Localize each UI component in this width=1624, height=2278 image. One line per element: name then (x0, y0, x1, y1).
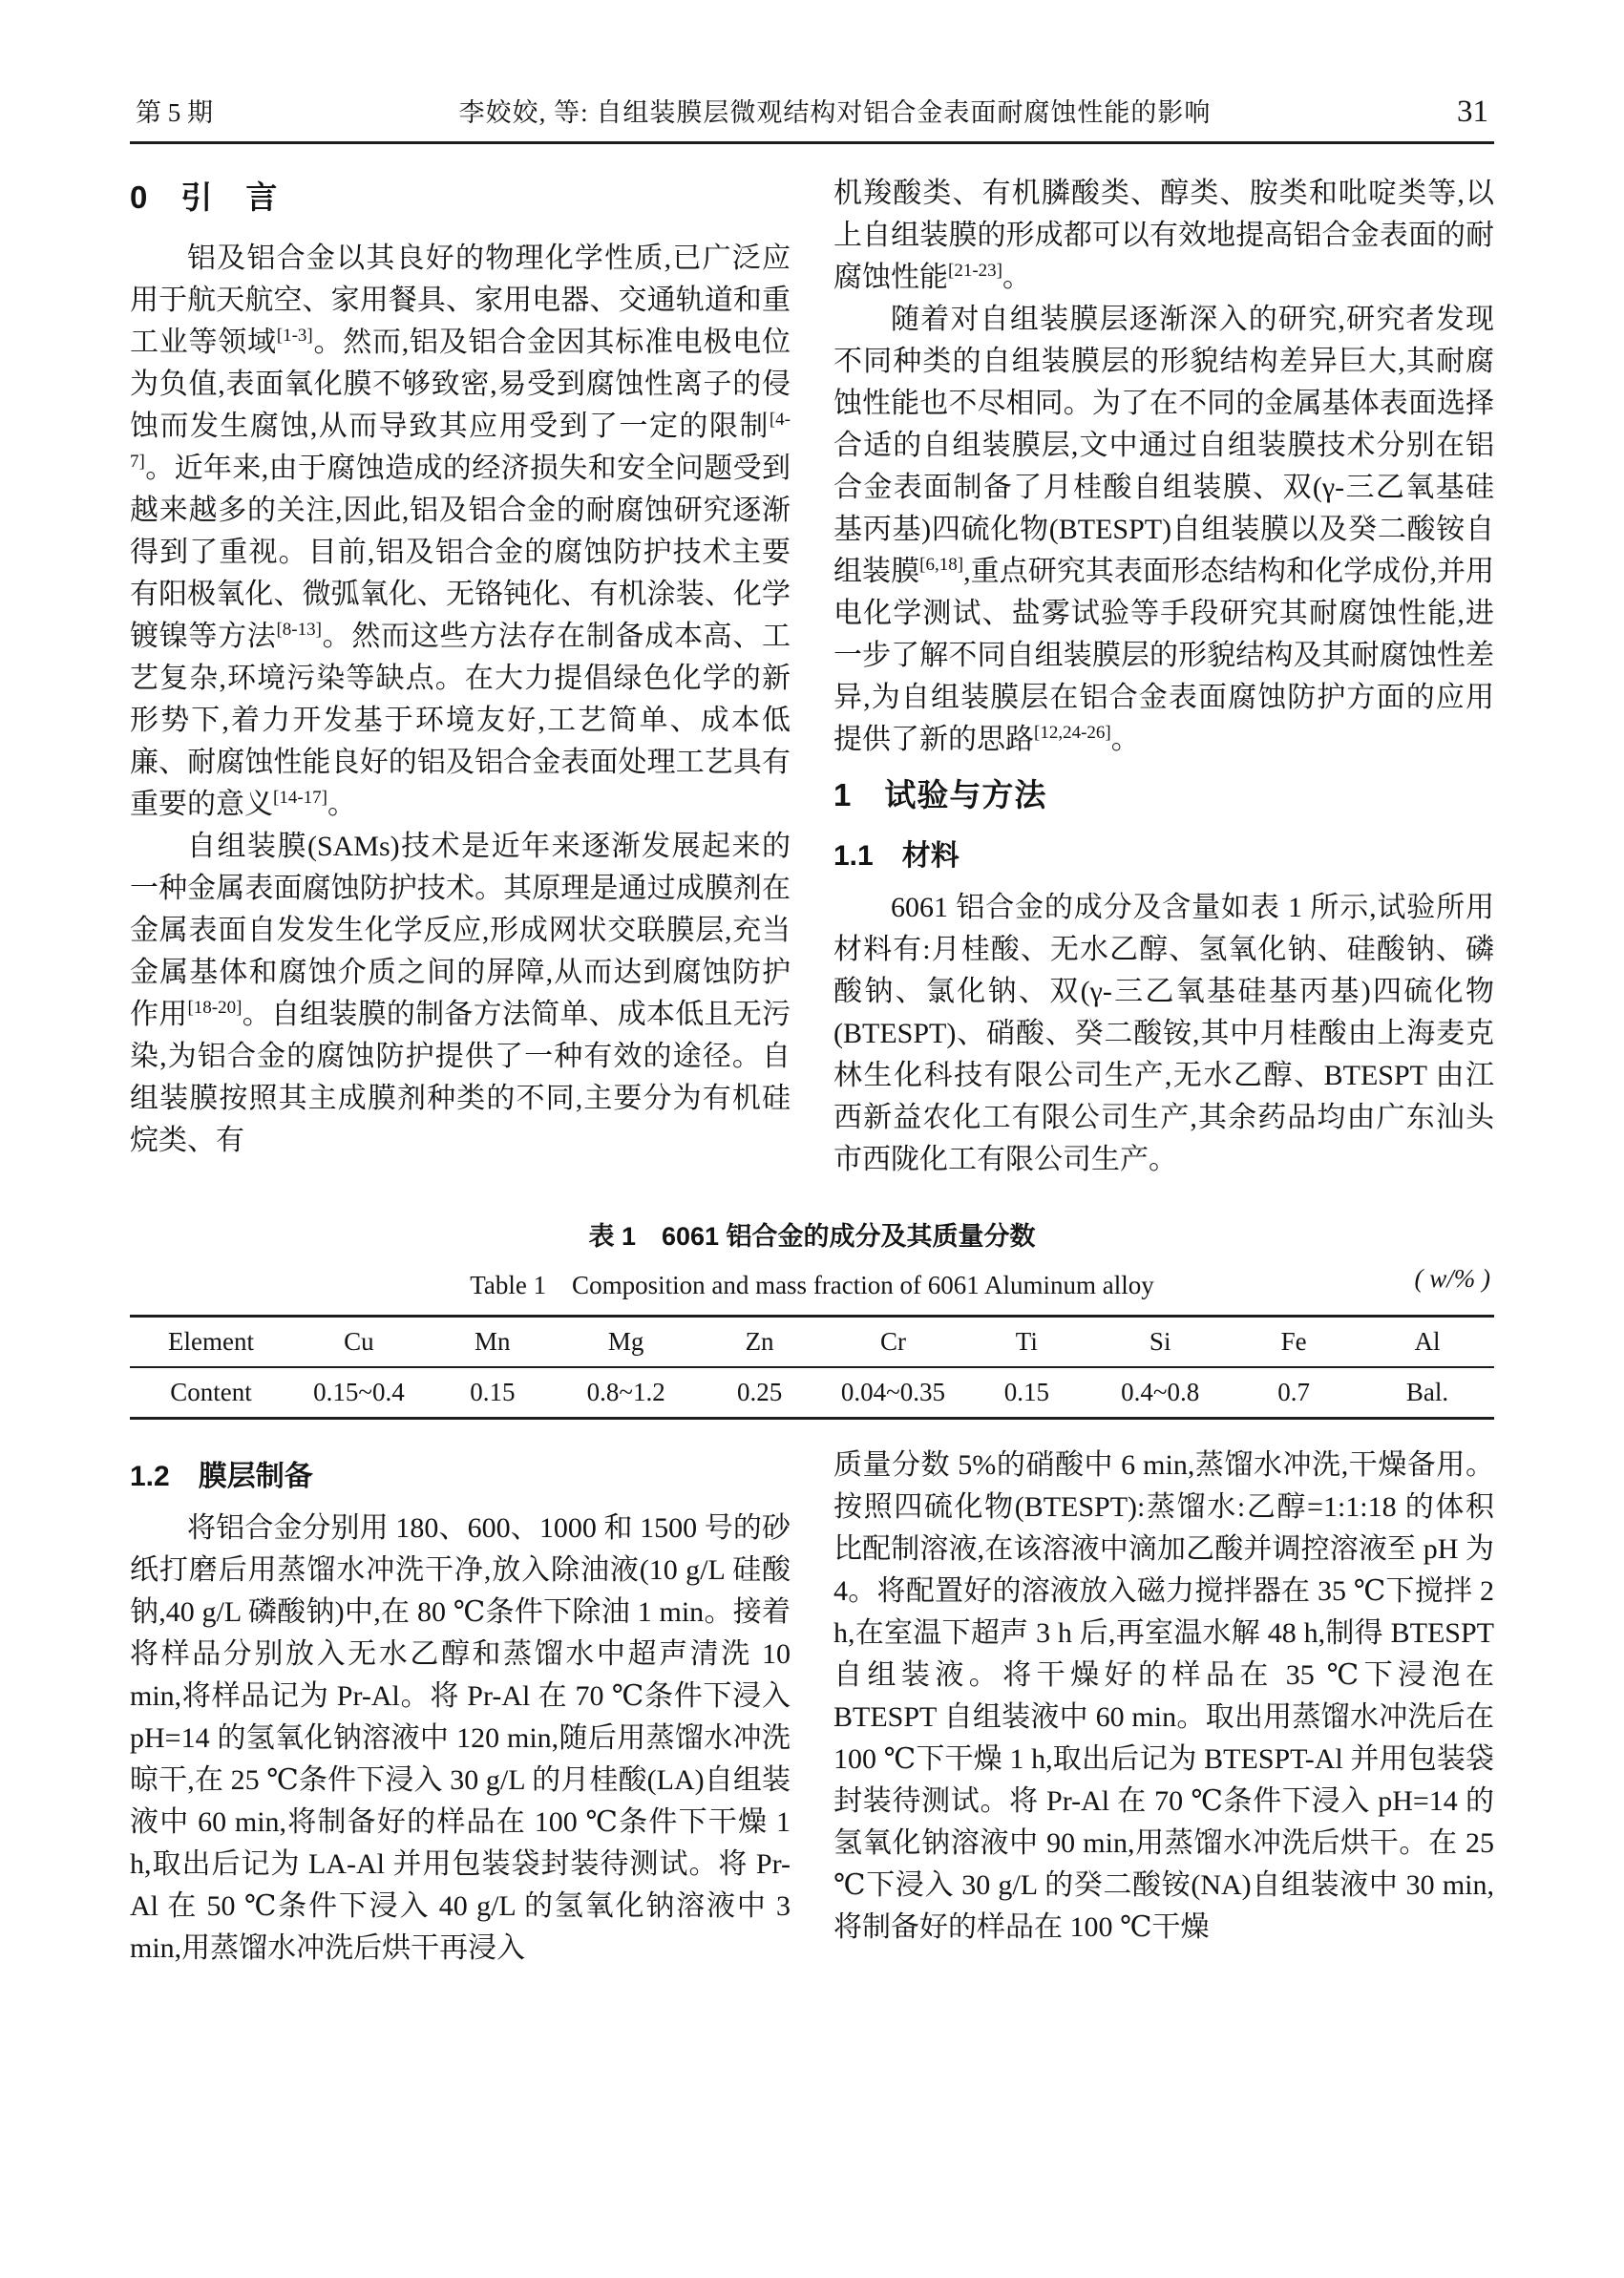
table-cell: Cr (879, 1327, 906, 1356)
intro-paragraph-1: 铝及铝合金以其良好的物理化学性质,已广泛应用于航天航空、家用餐具、家用电器、交通轨道和重工业等领域[1-3]。然而,铝及铝合金因其标准电极电位为负值,表面氧化膜不够致密,易受到腐蚀性离子的侵蚀而发生腐蚀,从而导致其应用受到了一定的限制[4-7]。近年来,由于腐蚀造成的经济损失和安全问题受到越来越多的关注,因此,铝及铝合金的耐腐蚀研究逐渐得到了重视。目前,铝及铝合金的腐蚀防护技术主要有阳极氧化、微弧氧化、无铬钝化、有机涂装、化学镀镍等方法[8-13]。然而这些方法存在制备成本高、工艺复杂,环境污染等缺点。在大力提倡绿色化学的新形势下,着力开发基于环境友好,工艺简单、成本低廉、耐腐蚀性能良好的铝及铝合金表面处理工艺具有重要的意义[14-17]。 (130, 243, 791, 820)
materials-paragraph: 6061 铝合金的成分及含量如表 1 所示,试验所用材料有:月桂酸、无水乙醇、氢氧化钠、硅酸钠、磷酸钠、氯化钠、双(γ-三乙氧基硅基丙基)四硫化物(BTESPT)、硝酸、癸二酸铵,其中月桂酸由上海麦克林生化科技有限公司生产,无水乙醇、BTESPT 由江西新益农化工有限公司生产,其余药品均由广东汕头市西陇化工有限公司生产。 (833, 892, 1494, 1175)
body-columns-top (130, 173, 1494, 1181)
left-column-bottom (130, 1445, 791, 1970)
table-1-header-row (130, 1317, 1494, 1368)
table-cell: 0.7 (1277, 1378, 1310, 1406)
right-column-bottom (833, 1445, 1494, 1970)
table-cell: Element (168, 1327, 254, 1356)
left-column-top (130, 173, 791, 1181)
table-cell: Content (170, 1378, 252, 1406)
page-number: 31 (1456, 95, 1488, 129)
right-column-top (833, 173, 1494, 1181)
table-cell: Cu (344, 1327, 374, 1356)
table-1-unit-label: ( w/% ) (1414, 1264, 1490, 1293)
table-cell: Mg (607, 1327, 644, 1356)
body-columns-bottom (130, 1445, 1494, 1970)
section-1-2-heading: 1.2 膜层制备 (130, 1461, 313, 1492)
table-cell: 0.15 (470, 1378, 516, 1406)
preparation-paragraph-left: 将铝合金分别用 180、600、1000 和 1500 号的砂纸打磨后用蒸馏水冲洗干净,放入除油液(10 g/L 硅酸钠,40 g/L 磷酸钠)中,在 80 ℃条件下除油 1 min。接着将样品分别放入无水乙醇和蒸馏水中超声清洗 10 min,将样品记为 Pr-Al。将 Pr-Al 在 70 ℃条件下浸入 pH=14 的氢氧化钠溶液中 120 min,随后用蒸馏水冲洗晾干,在 25 ℃条件下浸入 30 g/L 的月桂酸(LA)自组装液中 60 min,将制备好的样品在 100 ℃条件下干燥 1 h,取出后记为 LA-Al 并用包装袋封装待测试。将 Pr-Al 在 50 ℃条件下浸入 40 g/L 的氢氧化钠溶液中 3 min,用蒸馏水冲洗后烘干再浸入 (130, 1512, 791, 1964)
journal-issue: 第 5 期 (136, 98, 213, 127)
table-cell: Si (1149, 1327, 1171, 1356)
table-cell: Bal. (1405, 1378, 1449, 1406)
page-header (130, 92, 1494, 141)
table-cell: 0.8~1.2 (586, 1378, 665, 1406)
table-1 (130, 1315, 1494, 1420)
table-1-caption-en-row (130, 1264, 1494, 1301)
intro-paragraph-2: 自组装膜(SAMs)技术是近年来逐渐发展起来的一种金属表面腐蚀防护技术。其原理是通过成膜剂在金属表面自发发生化学反应,形成网状交联膜层,充当金属基体和腐蚀介质之间的屏障,从而达到腐蚀防护作用[18-20]。自组装膜的制备方法简单、成本低且无污染,为铝合金的腐蚀防护提供了一种有效的途径。自组装膜按照其主成膜剂种类的不同,主要分为有机硅烷类、有 (130, 831, 791, 1156)
table-cell: 0.25 (736, 1378, 783, 1406)
section-1-heading: 1 试验与方法 (833, 777, 1047, 812)
section-0-heading: 0 引 言 (130, 179, 279, 215)
table-cell: Fe (1280, 1327, 1307, 1356)
table-1-block (130, 1215, 1494, 1420)
table-cell: 0.15~0.4 (313, 1378, 405, 1406)
header-rule (130, 141, 1494, 144)
running-title: 李姣姣, 等: 自组装膜层微观结构对铝合金表面耐腐蚀性能的影响 (458, 98, 1212, 127)
table-cell: Zn (745, 1327, 774, 1356)
table-cell: Mn (475, 1327, 511, 1356)
table-1-caption-en: Table 1 Composition and mass fraction of 6061 Aluminum alloy (470, 1271, 1154, 1299)
table-1-caption-zh: 表 1 6061 铝合金的成分及其质量分数 (588, 1222, 1036, 1251)
table-cell: 0.4~0.8 (1121, 1378, 1200, 1406)
preparation-paragraph-right: 质量分数 5%的硝酸中 6 min,蒸馏水冲洗,干燥备用。按照四硫化物(BTESPT):蒸馏水:乙醇=1:1:18 的体积比配制溶液,在该溶液中滴加乙酸并调控溶液至 pH 为 4。将配置好的溶液放入磁力搅拌器在 35 ℃下搅拌 2 h,在室温下超声 3 h 后,再室温水解 48 h,制得 BTESPT 自组装液。将干燥好的样品在 35 ℃下浸泡在 BTESPT 自组装液中 60 min。取出用蒸馏水冲洗后在 100 ℃下干燥 1 h,取出后记为 BTESPT-Al 并用包装袋封装待测试。将 Pr-Al 在 70 ℃条件下浸入 pH=14 的氢氧化钠溶液中 90 min,用蒸馏水冲洗后烘干。在 25 ℃下浸入 30 g/L 的癸二酸铵(NA)自组装液中 30 min,将制备好的样品在 100 ℃干燥 (833, 1449, 1494, 1943)
table-cell: Al (1414, 1327, 1441, 1356)
intro-paragraph-2-continued: 机羧酸类、有机膦酸类、醇类、胺类和吡啶类等,以上自组装膜的形成都可以有效地提高铝合金表面的耐腐蚀性能[21-23]。 (833, 178, 1494, 293)
table-cell: 0.15 (1003, 1378, 1049, 1406)
table-cell: 0.04~0.35 (840, 1378, 945, 1406)
intro-paragraph-3: 随着对自组装膜层逐渐深入的研究,研究者发现不同种类的自组装膜层的形貌结构差异巨大,其耐腐蚀性能也不尽相同。为了在不同的金属基体表面选择合适的自组装膜层,文中通过自组装膜技术分别在铝合金表面制备了月桂酸自组装膜、双(γ-三乙氧基硅基丙基)四硫化物(BTESPT)自组装膜以及癸二酸铵自组装膜[6,18],重点研究其表面形态结构和化学成份,并用电化学测试、盐雾试验等手段研究其耐腐蚀性能,进一步了解不同自组装膜层的形貌结构及其耐腐蚀性差异,为自组装膜层在铝合金表面腐蚀防护方面的应用提供了新的思路[12,24-26]。 (833, 304, 1495, 755)
section-1-1-heading: 1.1 材料 (833, 840, 960, 872)
table-1-content-row (130, 1367, 1494, 1419)
table-cell: Ti (1015, 1327, 1038, 1356)
